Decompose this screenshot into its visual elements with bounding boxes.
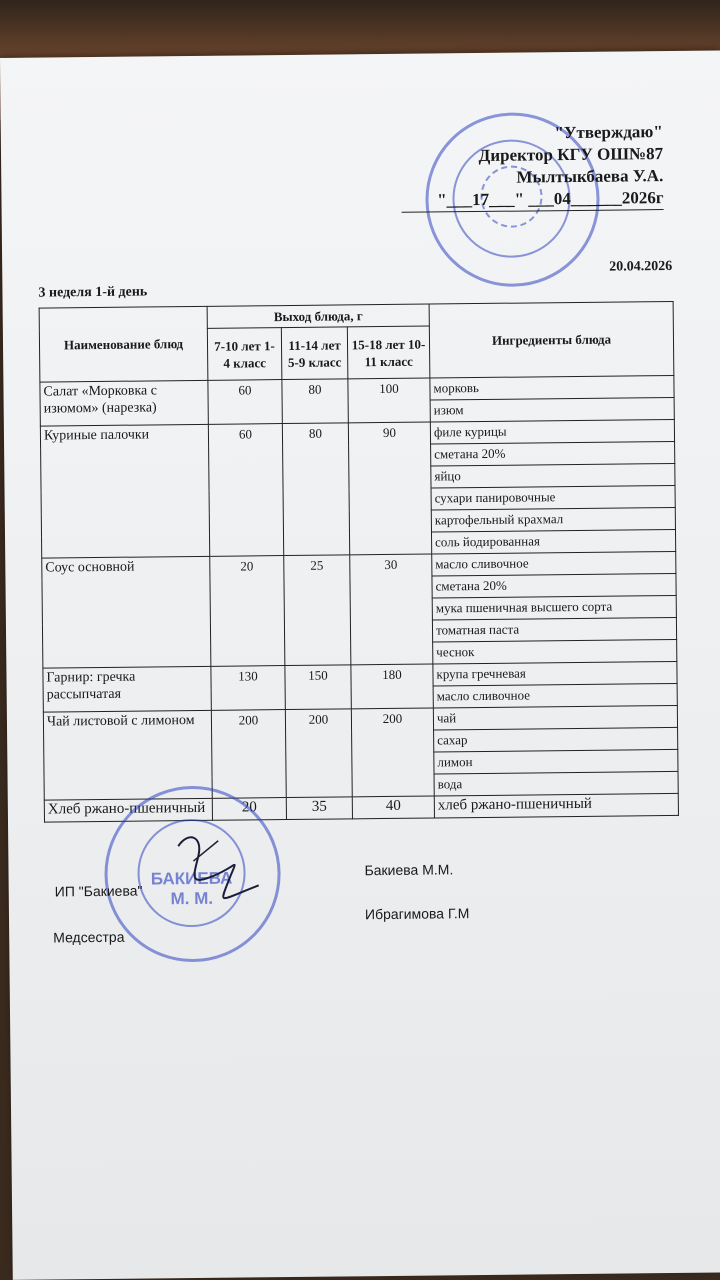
dish-name: Гарнир: гречка рассыпчатая [43, 666, 211, 712]
portion-v1: 200 [211, 710, 286, 799]
portion-v1: 20 [210, 556, 285, 667]
portion-v2: 35 [286, 797, 352, 820]
document-page [0, 50, 720, 1279]
header-ingredients: Ингредиенты блюда [429, 301, 674, 378]
handwritten-signature [158, 825, 269, 906]
approval-date-line: "___17___" ___04______2026г [401, 187, 663, 213]
ip-person-name: Бакиева М.М. [364, 861, 454, 879]
portion-v3: 200 [351, 708, 434, 797]
approval-title: "Утверждаю" [554, 122, 663, 143]
ingredient-cell: соль йодированная [432, 529, 676, 554]
portion-v2: 200 [285, 709, 352, 798]
portion-v2: 80 [282, 379, 348, 424]
menu-table-body [40, 375, 679, 822]
portion-v3: 100 [348, 378, 430, 423]
document-date: 20.04.2026 [609, 258, 673, 275]
ingredient-cell: лимон [434, 749, 678, 774]
week-day-label: 3 неделя 1-й день [38, 284, 148, 301]
portion-v3: 90 [348, 422, 431, 555]
ip-stamp-name: БАКИЕВА М. М. [150, 868, 233, 909]
ingredient-cell: крупа гречневая [433, 661, 677, 686]
ingredient-cell: сухари панировочные [431, 485, 675, 510]
ip-label: ИП "Бакиева" [54, 882, 143, 900]
header-age-7-10: 7-10 лет 1-4 класс [207, 328, 282, 381]
dish-name: Чай листовой с лимоном [43, 710, 212, 800]
portion-v2: 150 [285, 665, 351, 710]
ingredient-cell: вода [434, 771, 678, 796]
dish-name: Куриные палочки [40, 424, 209, 558]
ingredient-cell: томатная паста [432, 617, 676, 642]
portion-v1: 60 [208, 380, 282, 425]
header-dish-name: Наименование блюд [39, 306, 208, 382]
ingredient-cell: сметана 20% [432, 573, 676, 598]
portion-v2: 25 [284, 555, 351, 666]
ingredient-cell: картофельный крахмал [431, 507, 675, 532]
ingredient-cell: чеснок [433, 639, 677, 664]
approval-block [401, 121, 664, 213]
nurse-label: Медсестра [53, 928, 125, 946]
ingredient-cell: чай [433, 705, 677, 730]
portion-v1: 60 [208, 424, 283, 557]
ingredient-cell: хлеб ржано-пшеничный [434, 793, 678, 818]
approval-director: Директор КГУ ОШ№87 [478, 144, 664, 165]
header-output: Выход блюда, г [207, 304, 429, 328]
ingredient-cell: сахар [434, 727, 678, 752]
portion-v3: 30 [350, 554, 433, 665]
portion-v1: 20 [212, 798, 286, 821]
nurse-name: Ибрагимова Г.М [364, 905, 470, 923]
ingredient-cell: филе курицы [430, 419, 674, 444]
ingredient-cell: сметана 20% [431, 441, 675, 466]
dish-name: Хлеб ржано-пшеничный [44, 798, 212, 822]
dish-name: Соус основной [42, 556, 211, 668]
ingredient-cell: масло сливочное [432, 551, 676, 576]
ingredient-cell: яйцо [431, 463, 675, 488]
portion-v3: 40 [352, 796, 434, 819]
portion-v1: 130 [211, 666, 285, 711]
portion-v3: 180 [351, 664, 433, 709]
header-age-15-18: 15-18 лет 10-11 класс [347, 326, 430, 379]
ingredient-cell: морковь [430, 375, 674, 400]
header-age-11-14: 11-14 лет 5-9 класс [281, 327, 348, 380]
ingredient-cell: масло сливочное [433, 683, 677, 708]
menu-table [39, 301, 679, 823]
ingredient-cell: изюм [430, 397, 674, 422]
dish-name: Салат «Морковка с изюмом» (нарезка) [40, 380, 208, 426]
approval-director-name: Мылтыкбаева У.А. [516, 166, 664, 187]
portion-v2: 80 [282, 423, 349, 556]
ingredient-cell: мука пшеничная высшего сорта [432, 595, 676, 620]
